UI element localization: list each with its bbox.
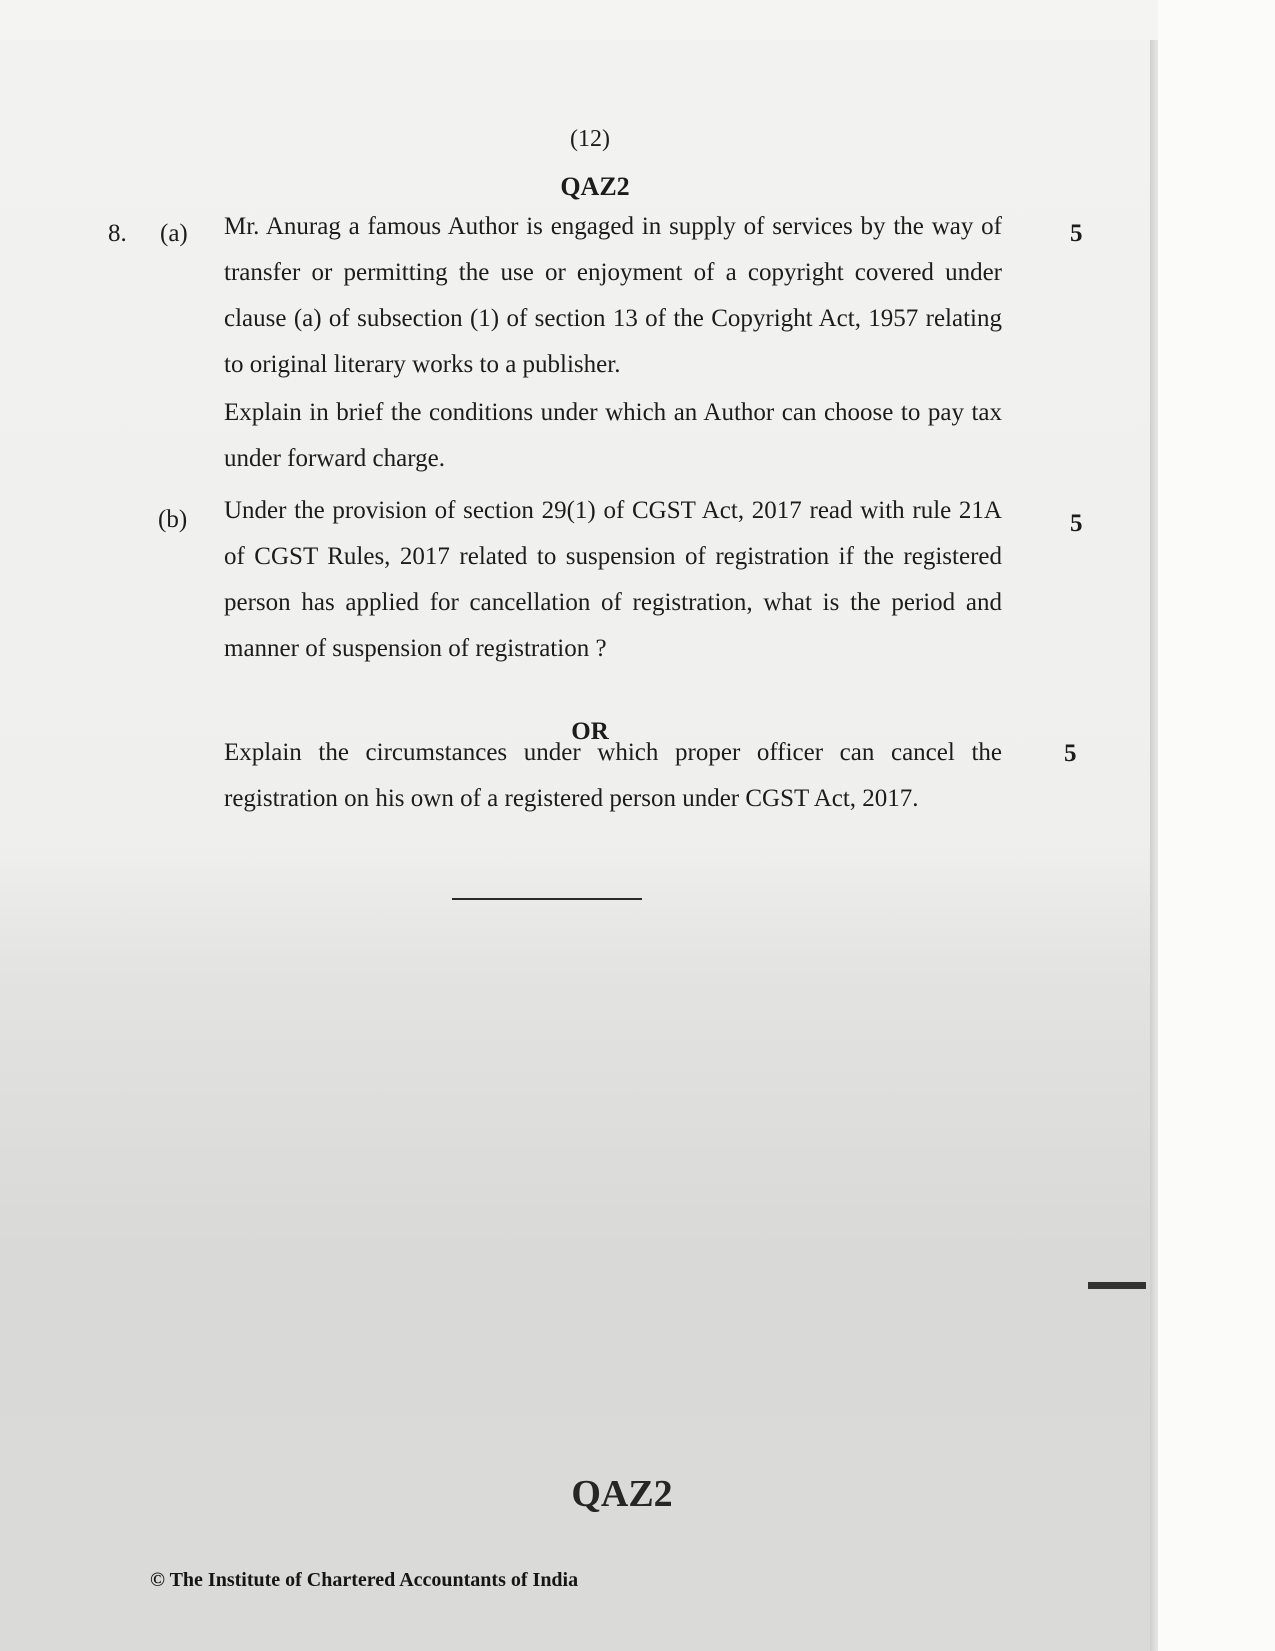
part-a-label: (a) (160, 220, 188, 247)
paper-code-bottom: QAZ2 (571, 1473, 673, 1515)
part-a-question-text: Mr. Anurag a famous Author is engaged in supply of services by the way of transfer or permitting the use or enjoyment of a copyright covered under clause (a) of subsection (1) of section 13 of the Copyright Act, 1957 relating to original literary works to a publisher. (224, 213, 1002, 378)
end-of-question-rule (452, 898, 642, 900)
part-b-question-text: Under the provision of section 29(1) of CGST Act, 2017 read with rule 21A of CGST Rules, 2017 related to suspension of registration if the registered person has applied for cancellation of registration, what is the period and manner of suspension of registration ? (224, 497, 1002, 662)
question-number: 8. (108, 220, 127, 247)
scan-margin (1158, 0, 1275, 1651)
scan-mark (1088, 1282, 1146, 1289)
part-b-label: (b) (158, 506, 188, 533)
alternative-marks: 5 (1064, 740, 1077, 767)
paper-edge (1150, 40, 1158, 1651)
part-b-marks: 5 (1070, 510, 1083, 537)
alternative-question-text: Explain the circumstances under which proper officer can cancel the registration on his own of a registered person under CGST Act, 2017. (224, 739, 1002, 812)
paper-code-top: QAZ2 (560, 172, 630, 201)
part-a-marks: 5 (1070, 220, 1083, 247)
part-a-instruction-text: Explain in brief the conditions under which an Author can choose to pay tax under forward charge. (224, 399, 1002, 472)
copyright-footer: © The Institute of Chartered Accountants of India (150, 1569, 579, 1591)
page-number: (12) (570, 126, 610, 152)
or-separator: OR (571, 718, 609, 745)
